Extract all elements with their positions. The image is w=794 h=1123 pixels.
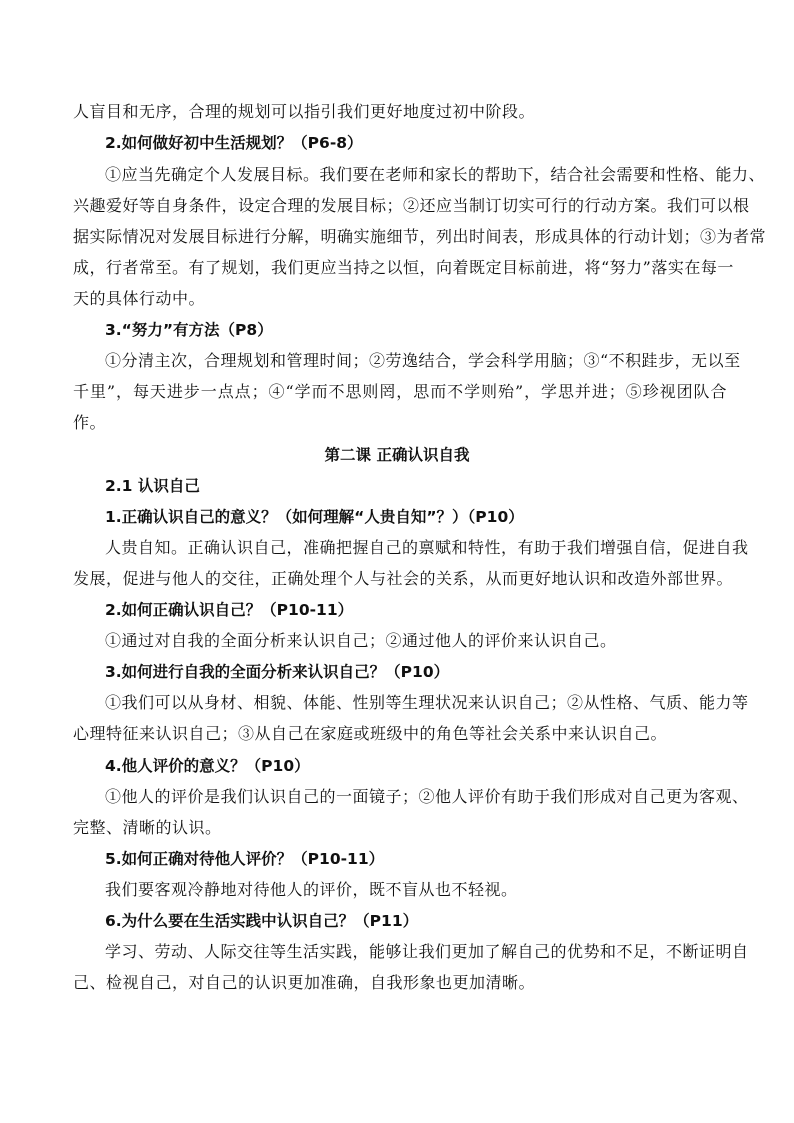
question-6-heading: 6.为什么要在生活实践中认识自己？（P11） bbox=[105, 912, 419, 930]
plan-paragraph-line: 天的具体行动中。 bbox=[73, 289, 206, 308]
effort-paragraph-line: 千里”，每天进步一点点；④“学而不思则罔，思而不学则殆”，学思并进；⑤珍视团队合 bbox=[73, 382, 727, 401]
plan-paragraph-line: 兴趣爱好等自身条件，设定合理的发展目标；②还应当制订切实可行的行动方案。我们可以根 bbox=[73, 196, 750, 215]
lesson-title: 第二课 正确认识自我 bbox=[324, 446, 470, 464]
q3-paragraph-line: 心理特征来认识自己；③从自己在家庭或班级中的角色等社会关系中来认识自己。 bbox=[73, 724, 668, 743]
question-1-heading: 1.正确认识自己的意义？（如何理解“人贵自知”？）（P10） bbox=[105, 508, 524, 526]
question-5-heading: 5.如何正确对待他人评价？（P10-11） bbox=[105, 850, 385, 868]
q4-paragraph-line: 完整、清晰的认识。 bbox=[73, 818, 222, 837]
q2-paragraph-line: ①通过对自我的全面分析来认识自己；②通过他人的评价来认识自己。 bbox=[105, 631, 617, 650]
q6-paragraph-line: 己、检视自己，对自己的认识更加准确，自我形象也更加清晰。 bbox=[73, 973, 536, 992]
section-heading: 2.1 认识自己 bbox=[105, 477, 200, 495]
q3-paragraph-line: ①我们可以从身材、相貌、体能、性别等生理状况来认识自己；②从性格、气质、能力等 bbox=[105, 693, 749, 712]
question-effort-heading: 3.“努力”有方法（P8） bbox=[105, 321, 273, 339]
q6-paragraph-line: 学习、劳动、人际交往等生活实践，能够让我们更加了解自己的优势和不足，不断证明自 bbox=[105, 942, 749, 961]
plan-paragraph-line: 据实际情况对发展目标进行分解，明确实施细节，列出时间表，形成具体的行动计划；③为者常 bbox=[73, 227, 767, 246]
q1-paragraph-line: 发展，促进与他人的交往，正确处理个人与社会的关系，从而更好地认识和改造外部世界。 bbox=[73, 569, 734, 588]
q5-paragraph-line: 我们要客观冷静地对待他人的评价，既不盲从也不轻视。 bbox=[105, 880, 518, 899]
question-4-heading: 4.他人评价的意义？（P10） bbox=[105, 757, 310, 775]
plan-paragraph-line: ①应当先确定个人发展目标。我们要在老师和家长的帮助下，结合社会需要和性格、能力、 bbox=[105, 165, 766, 184]
q4-paragraph-line: ①他人的评价是我们认识自己的一面镜子；②他人评价有助于我们形成对自己更为客观、 bbox=[105, 787, 749, 806]
plan-paragraph-line: 成，行者常至。有了规划，我们更应当持之以恒，向着既定目标前进，将“努力”落实在每一 bbox=[73, 258, 734, 277]
q1-paragraph-line: 人贵自知。正确认识自己，准确把握自己的禀赋和特性，有助于我们增强自信，促进自我 bbox=[105, 538, 749, 557]
effort-paragraph-line: ①分清主次，合理规划和管理时间；②劳逸结合，学会科学用脑；③“不积跬步，无以至 bbox=[105, 351, 741, 370]
question-3-heading: 3.如何进行自我的全面分析来认识自己？（P10） bbox=[105, 663, 450, 681]
effort-paragraph-line: 作。 bbox=[73, 413, 107, 432]
question-plan-heading: 2.如何做好初中生活规划？（P6-8） bbox=[105, 134, 363, 152]
question-2-heading: 2.如何正确认识自己？（P10-11） bbox=[105, 601, 354, 619]
intro-tail-paragraph: 人盲目和无序，合理的规划可以指引我们更好地度过初中阶段。 bbox=[73, 102, 536, 121]
